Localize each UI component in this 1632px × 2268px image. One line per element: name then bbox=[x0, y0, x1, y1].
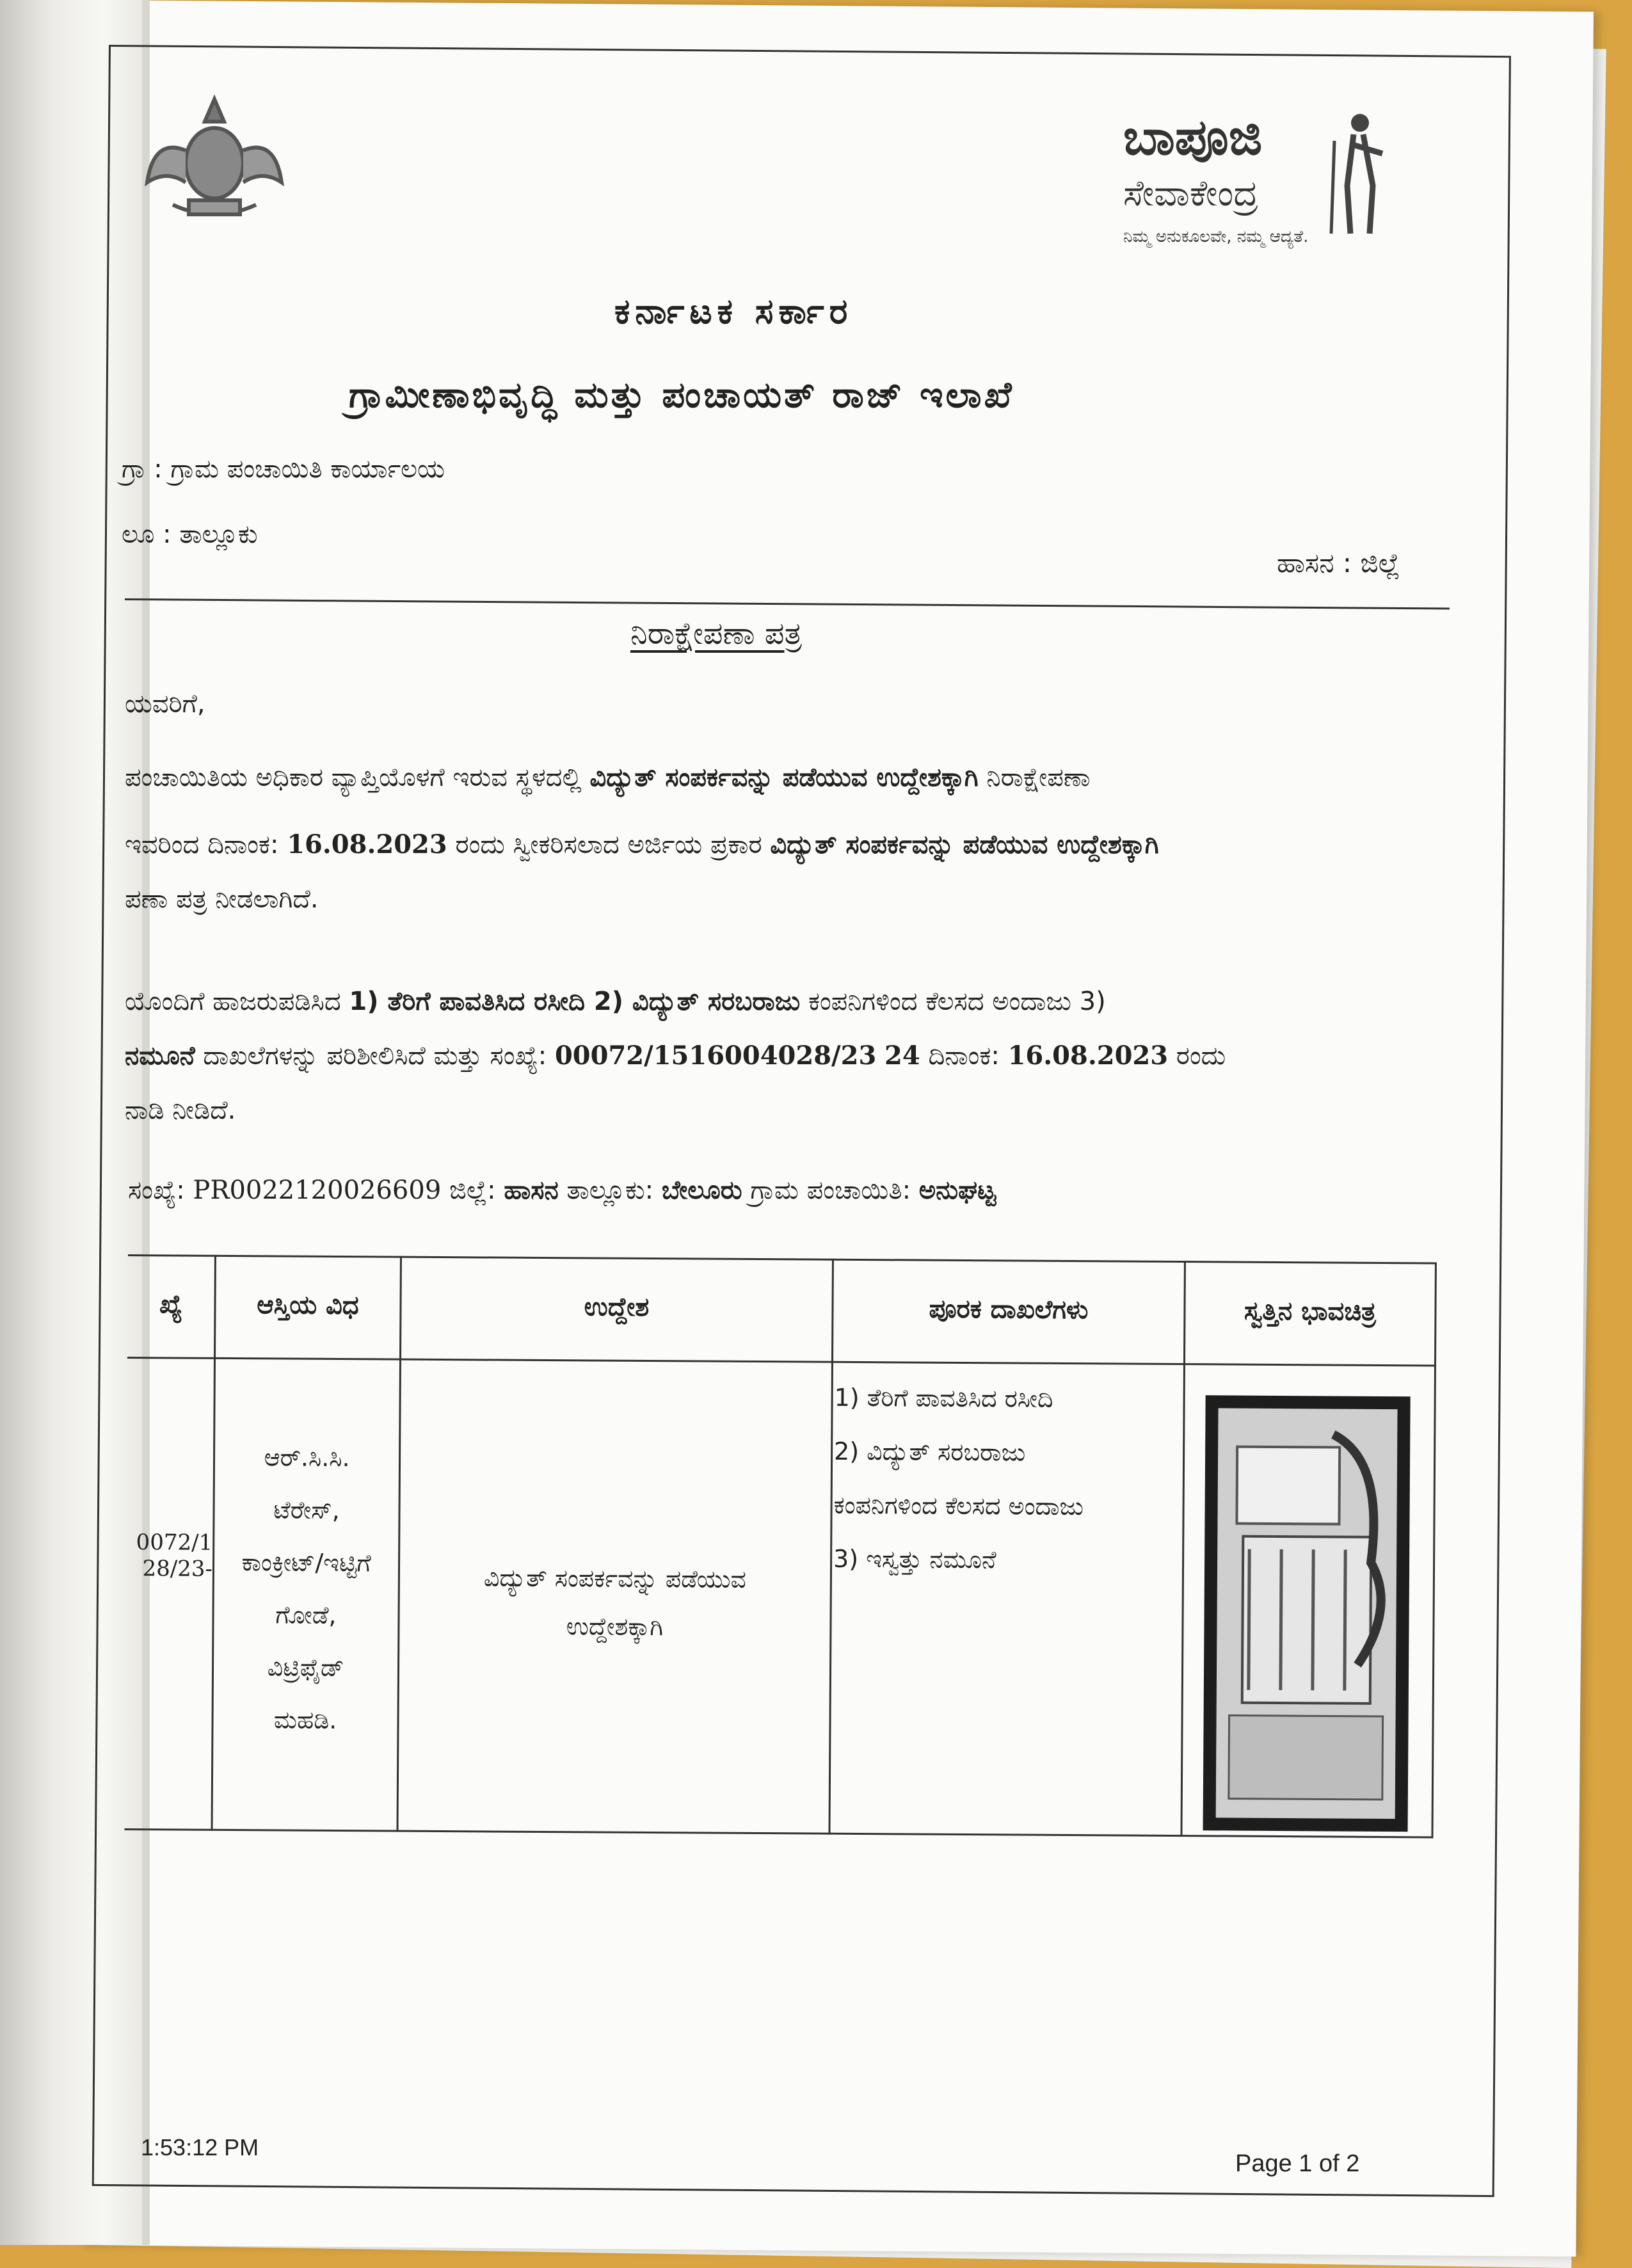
document-title: ನಿರಾಕ್ಷೇಪಣಾ ಪತ್ರ bbox=[630, 616, 803, 651]
document-item: ಕಂಪನಿಗಳಿಂದ ಕೆಲಸದ ಅಂದಾಜು bbox=[833, 1490, 1084, 1521]
para2b-mid: ದಾಖಲೆಗಳನ್ನು ಪರಿಶೀಲಿಸಿದೆ ಮತ್ತು ಸಂಖ್ಯೆ: bbox=[203, 1041, 547, 1071]
gp-value: ಅನುಘಟ್ಟ bbox=[918, 1176, 996, 1205]
para2b-bold: ನಮೂನೆ bbox=[125, 1041, 195, 1071]
paragraph-1-line-1 bbox=[125, 765, 1091, 790]
para1b-start: ಇವರಿಂದ ದಿನಾಂಕ: bbox=[125, 830, 279, 859]
gp-field-label: ಗ್ರಾಮ ಪಂಚಾಯಿತಿ: bbox=[750, 1176, 911, 1205]
property-type-line: ಆರ್.ಸಿ.ಸಿ. bbox=[264, 1443, 350, 1473]
paragraph-2-line-1 bbox=[125, 989, 1106, 1014]
para2b-end: ರಂದು bbox=[1176, 1041, 1226, 1071]
row-number-line-1: 0072/1 bbox=[136, 1529, 213, 1556]
property-table bbox=[125, 1254, 1437, 1838]
bapuji-name: ಬಾಪೂಜಿ bbox=[1123, 109, 1263, 166]
taluk-value: ಬೇಲೂರು bbox=[661, 1176, 742, 1205]
page-border bbox=[92, 45, 1511, 2197]
karnataka-emblem-icon bbox=[128, 86, 301, 234]
property-number: PR0022120026609 bbox=[193, 1176, 442, 1205]
col-header-number: ಖ್ಯೆ bbox=[159, 1290, 183, 1320]
para1-text: ಪಂಚಾಯಿತಿಯ ಅಧಿಕಾರ ವ್ಯಾಪ್ತಿಯೊಳಗೆ ಇರುವ ಸ್ಥಳದಲ್ಲಿ bbox=[125, 763, 582, 792]
document-item: 2) ವಿದ್ಯುತ್ ಸರಬರಾಜು bbox=[834, 1437, 1026, 1467]
taluk-line: ಲೂ : ತಾಲ್ಲೂಕು bbox=[122, 520, 258, 549]
col-header-property-type: ಆಸ್ತಿಯ ವಿಧ bbox=[257, 1290, 359, 1321]
office-line: ಗ್ರಾ : ಗ್ರಾಮ ಪಂಚಾಯಿತಿ ಕಾರ್ಯಾಲಯ bbox=[122, 454, 445, 484]
taluk-field-label: ತಾಲ್ಲೂಕು: bbox=[566, 1176, 654, 1205]
document-item: 1) ತೆರಿಗೆ ಪಾವತಿಸಿದ ರಸೀದಿ bbox=[834, 1383, 1053, 1413]
col-header-documents: ಪೂರಕ ದಾಖಲೆಗಳು bbox=[929, 1294, 1089, 1325]
property-number-label: ಸಂಖ್ಯೆ: bbox=[128, 1176, 185, 1205]
property-type-line: ಟೆರೇಸ್, bbox=[273, 1496, 340, 1525]
district-value: ಹಾಸನ bbox=[504, 1176, 559, 1205]
application-date: 16.08.2023 bbox=[287, 829, 447, 859]
gandhi-figure-icon bbox=[1325, 109, 1402, 237]
para2b-date-label: ದಿನಾಂಕ: bbox=[928, 1041, 1000, 1071]
paragraph-2-line-3: ನಾಡಿ ನೀಡಿದೆ. bbox=[125, 1096, 236, 1125]
paragraph-1-line-3: ಪಣಾ ಪತ್ರ ನೀಡಲಾಗಿದೆ. bbox=[125, 884, 319, 914]
row-number-line-2: 28/23- bbox=[142, 1555, 213, 1582]
para1-bold: ವಿದ್ಯುತ್ ಸಂಪರ್ಕವನ್ನು ಪಡೆಯುವ ಉದ್ದೇಶಕ್ಕಾಗಿ bbox=[589, 763, 979, 792]
col-header-photo: ಸ್ವತ್ತಿನ ಭಾವಚಿತ್ರ bbox=[1244, 1296, 1377, 1327]
district-label: ಹಾಸನ : ಜಿಲ್ಲೆ bbox=[1277, 547, 1400, 579]
para1b-bold: ವಿದ್ಯುತ್ ಸಂಪರ್ಕವನ್ನು ಪಡೆಯುವ ಉದ್ದೇಶಕ್ಕಾಗಿ bbox=[770, 830, 1159, 859]
table-row-property-type bbox=[213, 1431, 399, 1747]
certificate-suffix: 24 bbox=[884, 1041, 920, 1071]
bapuji-logo bbox=[1114, 109, 1408, 275]
para2a-end: ಕಂಪನಿಗಳಿಂದ ಕೆಲಸದ ಅಂದಾಜು 3) bbox=[808, 987, 1106, 1016]
district-field-label: ಜಿಲ್ಲೆ: bbox=[449, 1176, 496, 1205]
government-title: ಕರ್ನಾಟಕ ಸರ್ಕಾರ bbox=[614, 291, 853, 331]
document-item: 3) ಇಸ್ವತ್ತು ನಮೂನೆ bbox=[833, 1544, 996, 1574]
paragraph-2-line-2 bbox=[125, 1043, 1226, 1069]
para1b-mid: ರಂದು ಸ್ವೀಕರಿಸಲಾದ ಅರ್ಜಿಯ ಪ್ರಕಾರ bbox=[455, 830, 762, 859]
property-type-line: ಕಾಂಕ್ರೀಟ್/ಇಟ್ಟಿಗೆ bbox=[241, 1548, 371, 1577]
salutation: ಯವರಿಗೆ, bbox=[125, 689, 205, 719]
table-row-number bbox=[126, 1529, 212, 1582]
bapuji-tagline: ನಿಮ್ಮ ಅನುಕೂಲವೇ, ನಮ್ಮ ಆದ್ಯತೆ. bbox=[1123, 227, 1309, 246]
property-type-line: ಗೋಡೆ, bbox=[275, 1601, 337, 1629]
purpose-line-1: ವಿದ್ಯುತ್ ಸಂಪರ್ಕವನ್ನು ಪಡೆಯುವ bbox=[483, 1563, 747, 1593]
property-type-line: ವಿಟ್ರಿಫೈಡ್ bbox=[267, 1653, 344, 1682]
col-header-purpose: ಉದ್ದೇಶ bbox=[584, 1292, 650, 1322]
bapuji-center: ಸೇವಾಕೇಂದ್ರ bbox=[1123, 173, 1258, 214]
purpose-line-2: ಉದ್ದೇಶಕ್ಕಾಗಿ bbox=[566, 1612, 664, 1641]
certificate-date: 16.08.2023 bbox=[1007, 1041, 1169, 1071]
property-type-line: ಮಹಡಿ. bbox=[273, 1705, 337, 1735]
para1-end: ನಿರಾಕ್ಷೇಪಣಾ bbox=[986, 763, 1091, 792]
certificate-number: 00072/1516004028/23 bbox=[554, 1041, 877, 1071]
footer-time: 1:53:12 PM bbox=[141, 2134, 259, 2160]
para2a-bold: 1) ತೆರಿಗೆ ಪಾವತಿಸಿದ ರಸೀದಿ 2) ವಿದ್ಯುತ್ ಸರಬರಾಜು bbox=[349, 987, 801, 1016]
footer-page-number: Page 1 of 2 bbox=[1235, 2150, 1360, 2177]
property-details-line bbox=[128, 1178, 996, 1203]
table-row-documents bbox=[833, 1371, 1183, 1588]
table-row-purpose bbox=[399, 1554, 830, 1652]
para2a-start: ಯೊಂದಿಗೆ ಹಾಜರುಪಡಿಸಿದ bbox=[125, 987, 341, 1016]
paragraph-1-line-2 bbox=[125, 829, 1159, 859]
department-title: ಗ್ರಾಮೀಣಾಭಿವೃದ್ಧಿ ಮತ್ತು ಪಂಚಾಯತ್ ರಾಜ್ ಇಲಾಖೆ bbox=[349, 374, 1014, 416]
property-photo bbox=[1203, 1395, 1411, 1832]
